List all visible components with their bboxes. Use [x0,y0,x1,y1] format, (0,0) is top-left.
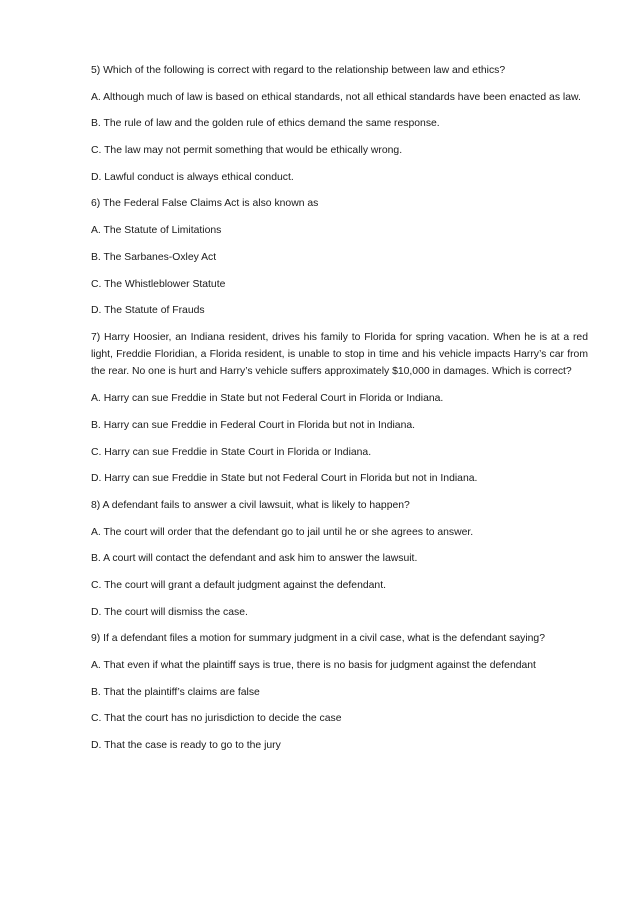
question-prompt: 9) If a defendant files a motion for summary judgment in a civil case, what is the defendant saying? [91,633,545,645]
answer-option: A. The Statute of Limitations [91,225,222,237]
answer-option: C. The law may not permit something that would be ethically wrong. [91,145,403,157]
question-prompt: 8) A defendant fails to answer a civil lawsuit, what is likely to happen? [91,499,410,511]
answer-option: B. The rule of law and the golden rule of ethics demand the same response. [91,118,440,130]
document-body [91,62,588,764]
answer-option: C. The court will grant a default judgment against the defendant. [91,579,386,591]
answer-option: B. That the plaintiff’s claims are false [91,686,260,698]
question-prompt: 6) The Federal False Claims Act is also known as [91,198,319,210]
answer-option: D. Lawful conduct is always ethical conduct. [91,171,294,183]
answer-option: D. Harry can sue Freddie in State but not Federal Court in Florida but not in Indiana. [91,473,478,485]
answer-option: A. That even if what the plaintiff says is true, there is no basis for judgment against the defendant [91,660,536,672]
answer-option: A. Harry can sue Freddie in State but not Federal Court in Florida or Indiana. [91,393,444,405]
answer-option: D. That the case is ready to go to the jury [91,740,281,752]
answer-option: C. The Whistleblower Statute [91,278,226,290]
answer-option: D. The Statute of Frauds [91,305,205,317]
question-prompt: 5) Which of the following is correct with regard to the relationship between law and ethics? [91,65,506,76]
answer-option: B. Harry can sue Freddie in Federal Court in Florida but not in Indiana. [91,419,416,431]
answer-option: B. The Sarbanes-Oxley Act [91,251,217,263]
answer-option: A. The court will order that the defendant go to jail until he or she agrees to answer. [91,526,474,538]
answer-option: C. That the court has no jurisdiction to decide the case [91,713,342,725]
answer-option: D. The court will dismiss the case. [91,606,248,618]
answer-option: C. Harry can sue Freddie in State Court in Florida or Indiana. [91,446,372,458]
answer-option: A. Although much of law is based on ethical standards, not all ethical standards have been enacted as law. [91,91,581,103]
question-prompt: 7) Harry Hoosier, an Indiana resident, drives his family to Florida for spring vacation. When he is at a red light, Freddie Floridian, a Florida resident, is unable to stop in time and his vehicle impacts Harry’s car from the rear. No one is hurt and Harry’s vehicle suffers approximately $10,000 in damages. Which is correct? [91,331,588,378]
answer-option: B. A court will contact the defendant and ask him to answer the lawsuit. [91,553,418,565]
